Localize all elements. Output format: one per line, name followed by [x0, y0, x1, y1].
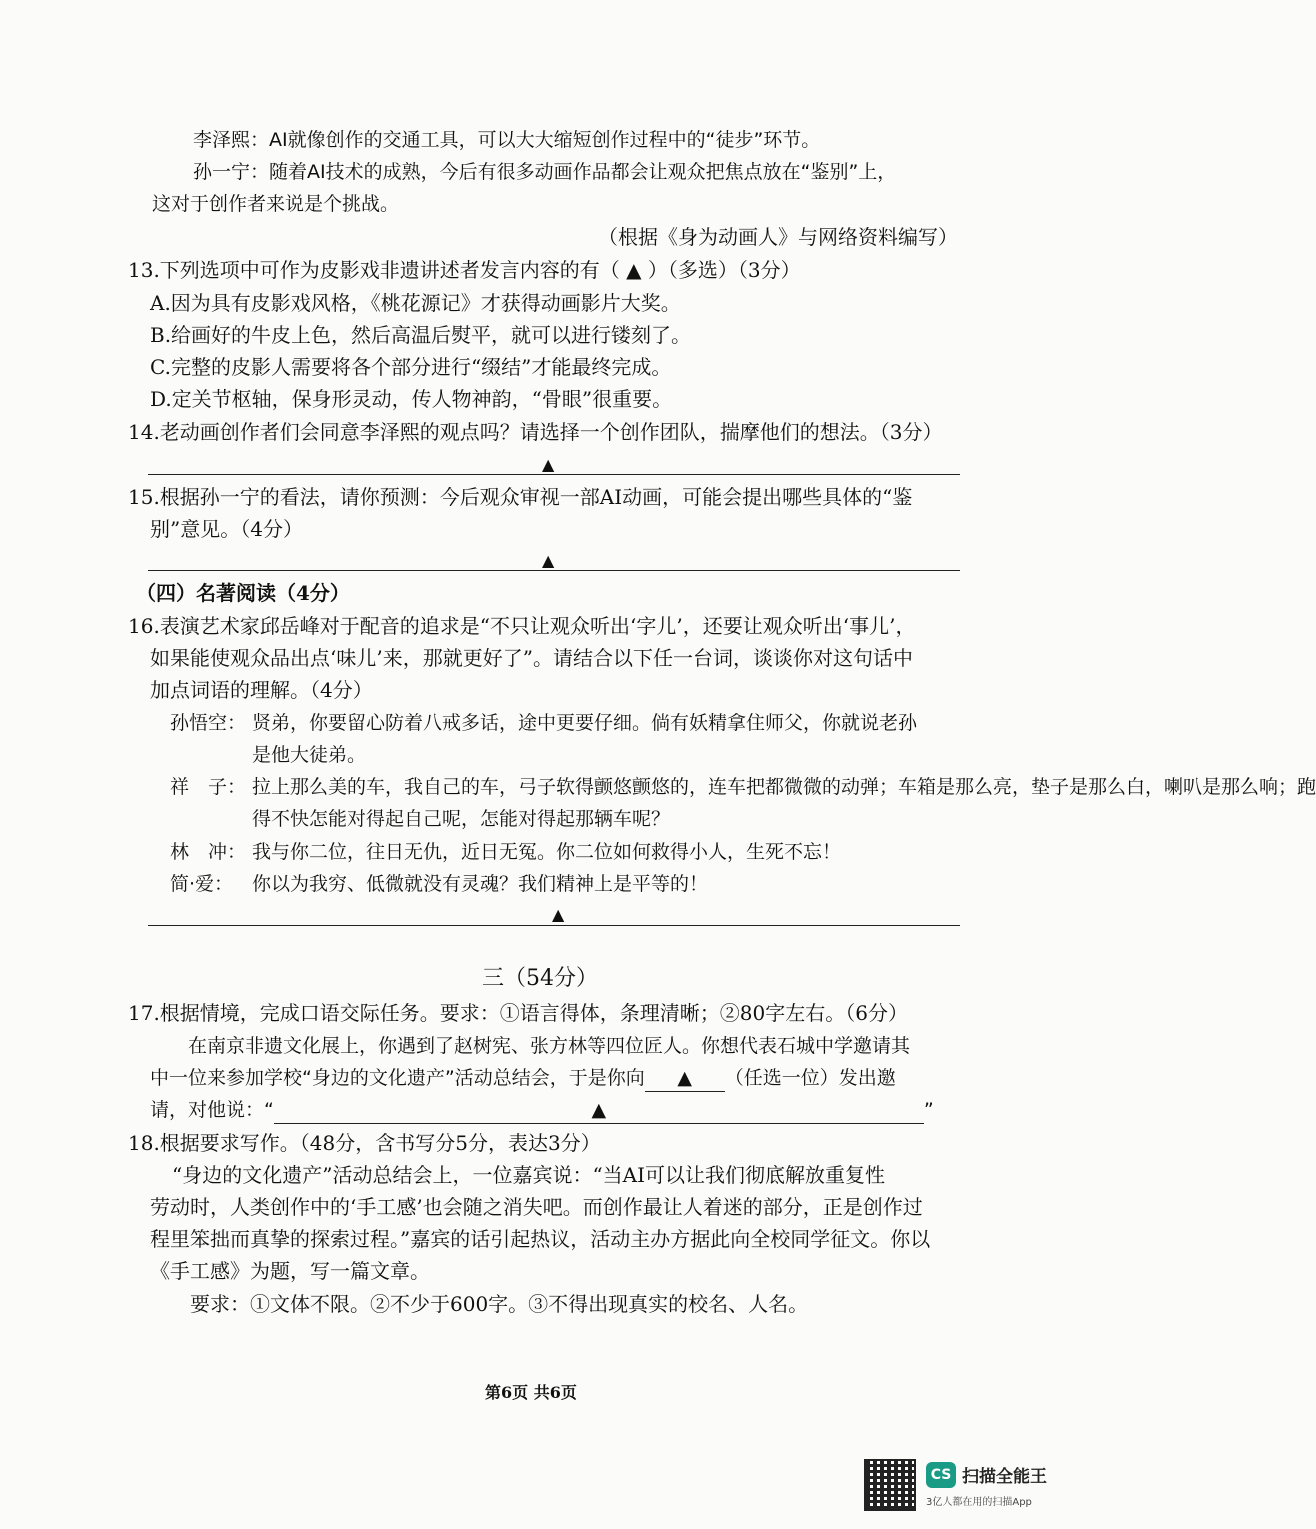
- q16-line2: 如果能使观众品出点‘味儿’来，那就更好了”。请结合以下任一台词，谈谈你对这句话中: [150, 646, 913, 670]
- q17-line4: 请，对他说：“ ▲ ”: [150, 1097, 934, 1124]
- section3-title: 三（54分）: [482, 966, 598, 991]
- q16-answer-mark: ▲: [552, 905, 565, 924]
- quote-speaker-lin-chong: 林 冲：: [170, 841, 247, 863]
- quote-text: 拉上那么美的车，我自己的车，弓子软得颤悠颤悠的，连车把都微微的动弹；车箱是那么亮，垫子是那么白，喇叭是那么响；跑: [252, 776, 1316, 798]
- q15-line2: 别”意见。（4分）: [150, 517, 303, 541]
- q17-line3: 中一位来参加学校“身边的文化遗产”活动总结会，于是你向 ▲ （任选一位）发出邀: [150, 1065, 896, 1092]
- q14-stem: 14.老动画创作者们会同意李泽熙的观点吗？请选择一个创作团队，揣摩他们的想法。（3分）: [128, 420, 943, 444]
- interview-li-zexi: 李泽熙：AI就像创作的交通工具，可以大大缩短创作过程中的“徒步”环节。: [193, 129, 821, 151]
- q18-line5: 《手工感》为题，写一篇文章。: [150, 1259, 430, 1283]
- q18-line2: “身边的文化遗产”活动总结会上，一位嘉宾说：“当AI可以让我们彻底解放重复性: [172, 1163, 886, 1187]
- interview-sun-yining-line2: 这对于创作者来说是个挑战。: [152, 193, 400, 215]
- q15-line1: 15.根据孙一宁的看法，请你预测：今后观众审视一部AI动画，可能会提出哪些具体的“鉴: [128, 485, 913, 509]
- q15-answer-line[interactable]: [148, 570, 960, 571]
- interview-sun-yining-line1: 孙一宁：随着AI技术的成熟，今后有很多动画作品都会让观众把焦点放在“鉴别”上，: [193, 161, 897, 183]
- quote-speaker-sun-wukong: 孙悟空：: [170, 712, 247, 734]
- qr-code-icon: [864, 1459, 916, 1511]
- q17-line1: 17.根据情境，完成口语交际任务。要求：①语言得体，条理清晰；②80字左右。（6分）: [128, 1001, 908, 1025]
- camscanner-logo-icon: CS: [926, 1462, 956, 1488]
- q14-answer-mark: ▲: [542, 455, 555, 474]
- q17-line2: 在南京非遗文化展上，你遇到了赵树宪、张方林等四位匠人。你想代表石城中学邀请其: [188, 1035, 911, 1057]
- q16-line3: 加点词语的理解。（4分）: [150, 678, 373, 702]
- q16-answer-line[interactable]: [148, 925, 960, 926]
- q18-line6: 要求：①文体不限。②不少于600字。③不得出现真实的校名、人名。: [190, 1292, 809, 1316]
- q17-craftsman-blank[interactable]: ▲: [645, 1065, 725, 1092]
- watermark-brand: 扫描全能王: [962, 1467, 1047, 1487]
- q13-option-a: A.因为具有皮影戏风格，《桃花源记》才获得动画影片大奖。: [150, 291, 681, 315]
- q15-answer-mark: ▲: [542, 551, 555, 570]
- q13-stem: 13.下列选项中可作为皮影戏非遗讲述者发言内容的有（ ▲ ）（多选）（3分）: [128, 258, 801, 282]
- q18-line3: 劳动时，人类创作中的‘手工感’也会随之消失吧。而创作最让人着迷的部分，正是创作过: [150, 1195, 923, 1219]
- quote-text: 我与你二位，往日无仇，近日无冤。你二位如何救得小人，生死不忘！: [252, 841, 842, 863]
- section4-title: （四）名著阅读（4分）: [136, 581, 350, 605]
- q18-line4: 程里笨拙而真挚的探索过程。”嘉宾的话引起热议，活动主办方据此向全校同学征文。你以: [150, 1227, 931, 1251]
- q18-line1: 18.根据要求写作。（48分，含书写分5分，表达3分）: [128, 1131, 601, 1155]
- quote-text: 是他大徒弟。: [252, 744, 367, 766]
- quote-text: 你以为我穷、低微就没有灵魂？我们精神上是平等的！: [252, 873, 709, 895]
- q13-option-d: D.定关节枢轴，保身形灵动，传人物神韵，“骨眼”很重要。: [150, 387, 673, 411]
- quote-speaker-jane-eyre: 简·爱：: [170, 873, 234, 895]
- q13-option-c: C.完整的皮影人需要将各个部分进行“缀结”才能最终完成。: [150, 355, 672, 379]
- q14-answer-line[interactable]: [148, 474, 960, 475]
- q16-line1: 16.表演艺术家邱岳峰对于配音的追求是“不只让观众听出‘字儿’，还要让观众听出‘事儿’，: [128, 614, 916, 638]
- q13-option-b: B.给画好的牛皮上色，然后高温后熨平，就可以进行镂刻了。: [150, 323, 692, 347]
- quote-text: 得不快怎能对得起自己呢，怎能对得起那辆车呢？: [252, 808, 671, 830]
- quote-text: 贤弟，你要留心防着八戒多话，途中更要仔细。倘有妖精拿住师父，你就说老孙: [252, 712, 918, 734]
- q17-answer-blank[interactable]: ▲: [274, 1097, 924, 1124]
- watermark-tagline: 3亿人都在用的扫描App: [926, 1497, 1032, 1508]
- page-number: 第6页 共6页: [485, 1383, 577, 1402]
- quote-speaker-xiangzi: 祥 子：: [170, 776, 247, 798]
- interview-source: （根据《身为动画人》与网络资料编写）: [598, 225, 958, 249]
